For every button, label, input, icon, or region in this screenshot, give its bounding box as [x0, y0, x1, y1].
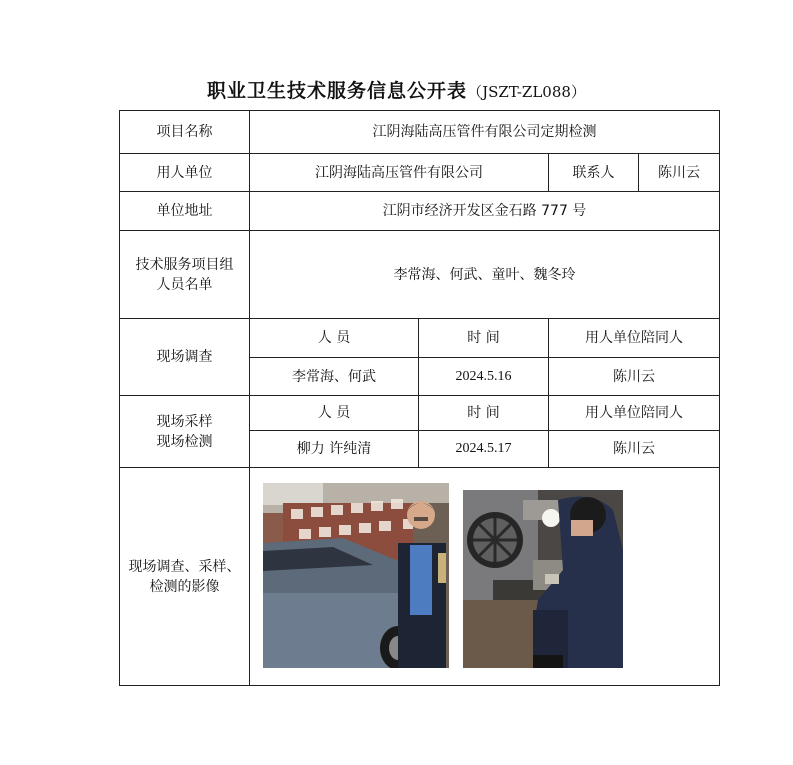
contact-label: 联系人: [549, 154, 639, 192]
row-project: [120, 111, 720, 154]
row-team: [120, 231, 720, 319]
title-code: （JSZT-ZL088）: [467, 83, 586, 101]
sampling-time: 2024.5.17: [419, 431, 549, 468]
images-label: 现场调查、采样、检测的影像: [120, 468, 250, 686]
contact-value: 陈川云: [639, 154, 720, 192]
sampling-header-escort: 用人单位陪同人: [549, 396, 720, 431]
survey-header-time: 时 间: [419, 319, 549, 358]
title-main: 职业卫生技术服务信息公开表: [207, 80, 468, 102]
team-value: 李常海、何武、童叶、魏冬玲: [250, 231, 720, 319]
sampling-photo: [463, 490, 623, 668]
sampling-personnel: 柳力 许纯清: [250, 431, 419, 468]
row-sampling-header: [120, 396, 720, 431]
employer-label: 用人单位: [120, 154, 250, 192]
project-label: 项目名称: [120, 111, 250, 154]
sampling-header-time: 时 间: [419, 396, 549, 431]
address-label: 单位地址: [120, 192, 250, 231]
row-address: [120, 192, 720, 231]
document-title: [0, 76, 793, 103]
survey-personnel: 李常海、何武: [250, 358, 419, 396]
sampling-label: 现场采样 现场检测: [120, 396, 250, 468]
survey-label: 现场调查: [120, 319, 250, 396]
employer-value: 江阴海陆高压管件有限公司: [250, 154, 549, 192]
survey-header-personnel: 人 员: [250, 319, 419, 358]
row-employer: [120, 154, 720, 192]
project-value: 江阴海陆高压管件有限公司定期检测: [250, 111, 720, 154]
survey-time: 2024.5.16: [419, 358, 549, 396]
survey-photo: [263, 483, 449, 668]
sampling-header-personnel: 人 员: [250, 396, 419, 431]
address-value: 江阴市经济开发区金石路 777 号: [250, 192, 720, 231]
survey-escort: 陈川云: [549, 358, 720, 396]
row-survey-header: [120, 319, 720, 358]
sampling-escort: 陈川云: [549, 431, 720, 468]
team-label: 技术服务项目组人员名单: [120, 231, 250, 319]
survey-header-escort: 用人单位陪同人: [549, 319, 720, 358]
